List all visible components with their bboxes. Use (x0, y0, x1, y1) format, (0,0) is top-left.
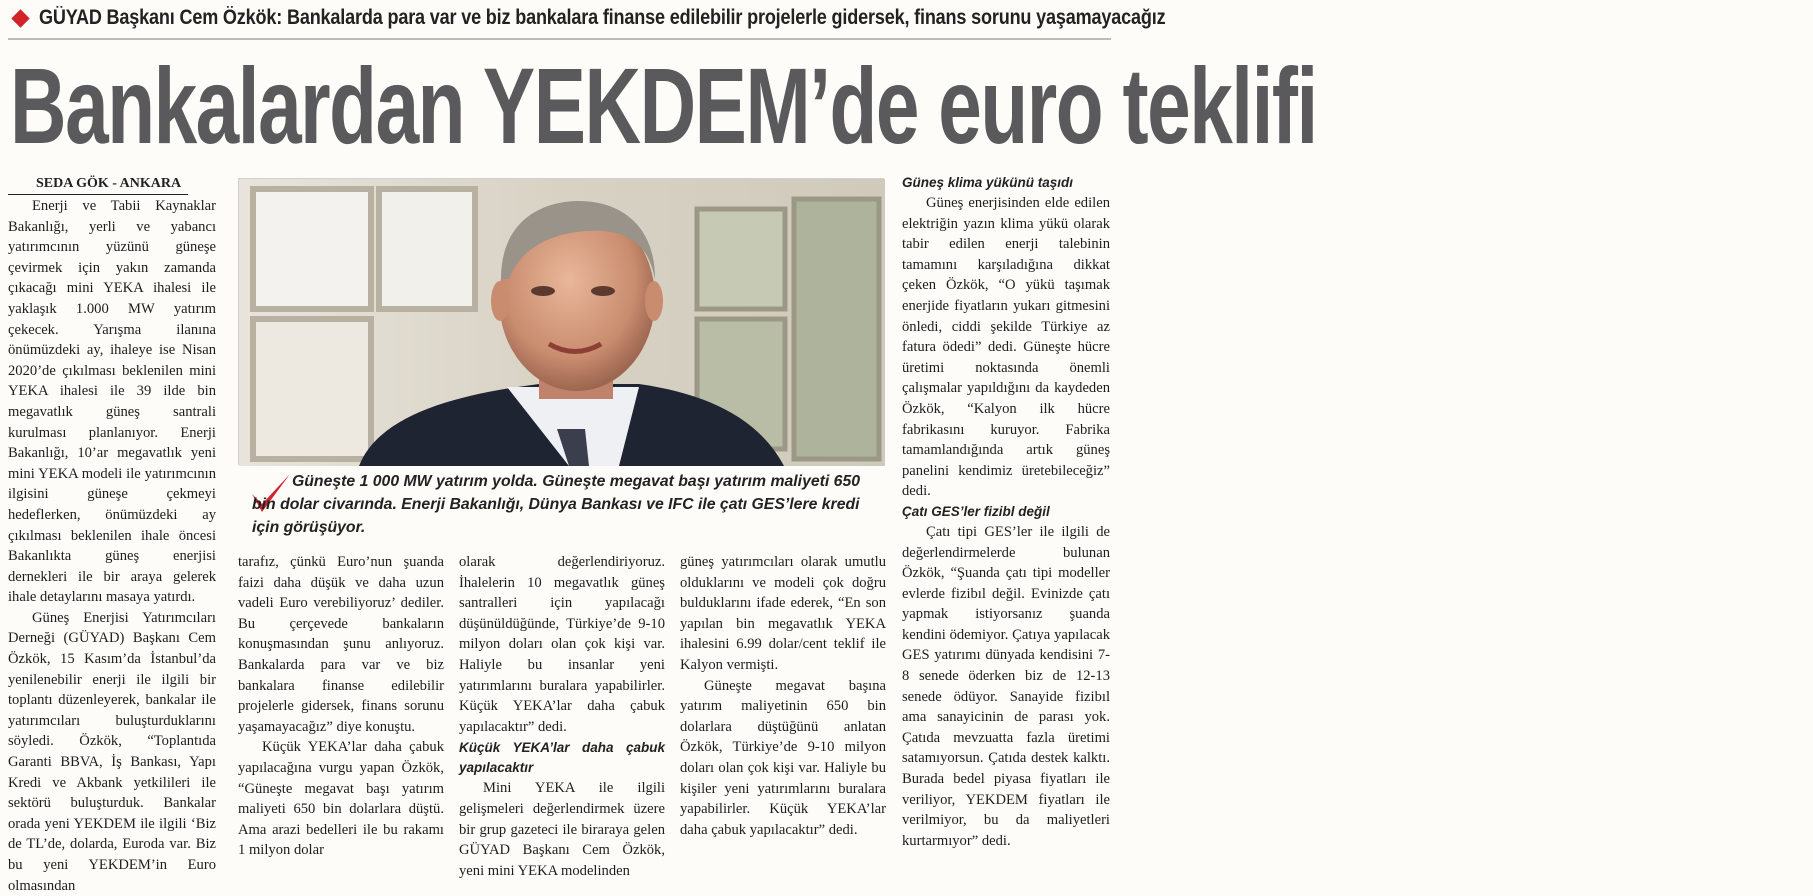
article-column-5 (902, 173, 1110, 851)
caption-text: Güneşte 1 000 MW yatırım yolda. Güneşte megavat başı yatırım maliyeti 650 bin dolar civarında. Enerji Bakanlığı, Dünya Bankası ve IFC ile çatı GES’lere kredi için görüşüyor. (252, 473, 861, 536)
byline: SEDA GÖK - ANKARA (8, 175, 188, 195)
kicker (8, 4, 1349, 32)
paragraph: Küçük YEKA’lar daha çabuk yapılacağına vurgu yapan Özkök, “Güneşte megavat başı yatırım maliyeti 650 bin dolarlara düştü. Ama arazi bedelleri ile bu rakamı 1 milyon dolar (238, 739, 444, 859)
paragraph: Çatı tipi GES’ler ile ilgili de değerlendirmelerde bulunan Özkök, “Şuanda çatı tipi modeller evlerde fizibıl değil. Evinizde çatı yapmak istiyorsanız şuanda kendini ödemiyor. Çatıya yapılacak GES yatırımı dünyada kendisini 7-8 senede öderken biz de 12-13 senede ödüyor. Sanayide fizibıl ama sanayicinin de parası yok. Çatıda mevzuatta fazla üretimi satamıyorsun. Çatıda destek kalktı. Burada bedel piyasa fiyatları ile veriliyor, YEKDEM fiyatları ile verilmiyor, bu da maliyetleri kurtarmıyor” dedi. (902, 523, 1110, 849)
kicker-diamond-icon (11, 9, 29, 27)
subheading: Çatı GES’ler fizibl değil (902, 503, 1050, 519)
article-column-1 (8, 196, 216, 896)
subheading: Küçük YEKA’lar daha çabuk yapılacaktır (459, 740, 665, 776)
paragraph: Enerji ve Tabii Kaynaklar Bakanlığı, yerli ve yabancı yatırımcının yüzünü güneşe çevirmek için yakın zamanda çıkacağı mini YEKA ihalesi ile yaklaşık 1.000 MW yatırım çekecek. Yarışma ilanına önümüzdeki ay, ihaleye ise Nisan 2020’de çıkılması beklenilen mini YEKA ihalesi ile 39 ilde bin megavatlık güneş santrali kurulması planlanıyor. Enerji Bakanlığı, 10’ar megavatlık yeni mini YEKA modeli ile yatırımcının ilgisini güneşe çekmeyi hedeflerken, önümüzdeki ay çıkılması beklenilen ihale öncesi Bakanlıkta güneş enerjisi dernekleri ile bir araya gelerek ihale detaylarını masaya yatırdı. (8, 198, 216, 606)
headline-text: Bankalardan YEKDEM’de euro teklifi (10, 44, 1317, 166)
paragraph: Güneşte megavat başına yatırım maliyetinin 650 bin dolarlara düştüğünü anlatan Özkök, Türkiye’de 9-10 milyon doları olan çok kişi var. Haliyle bu kişiler yeni yatırımlarını buralara yapabilirler. Küçük YEKA’lar daha çabuk yapılacaktır” dedi. (680, 677, 886, 838)
article-column-3 (459, 552, 665, 881)
subheading: Güneş klima yükünü taşıdı (902, 175, 1074, 190)
paragraph: Güneş enerjisinden elde edilen elektriğin yazın klima yükü olarak tabir edilen enerji talebinin tamamını karşıladığına dikkat çeken Özkök, “O yükü taşımak enerjide fiyatların yukarı gitmesini önledi, ciddi şekilde Türkiye az fatura ödedi” dedi. Güneşte hücre üretimi noktasında önemli çalışmalar yapıldığını da kaydeden Özkök, “Kalyon ilk hücre fabrikasını kuruyor. Fabrika tamamlandığında artık güneş panelini kendimiz üretebileceğiz” dedi. (902, 195, 1110, 500)
paragraph: güneş yatırımcıları olarak umutlu olduklarını ve modeli çok doğru bulduklarını ifade ederek, “En son yapılan bin megavatlık YEKA ihalesini 6.99 dolar/cent teklif ile Kalyon vermişti. (680, 554, 886, 673)
paragraph: tarafız, çünkü Euro’nun şuanda faizi daha düşük ve daha uzun vadeli Euro verebiliyoruz’ dediler. Bu çerçevede bankaların konuşmasından şunu anlıyoruz. Bankalarda para var ve biz bankalara finanse edilebilir projelerle gidersek, finans sorunu yaşamayacağız” diye konuştu. (238, 554, 444, 735)
portrait-illustration (239, 179, 885, 466)
photo-caption (238, 466, 884, 546)
article-column-4 (680, 552, 886, 840)
paragraph: Mini YEKA ile ilgili gelişmeleri değerlendirmek üzere bir grup gazeteci ile biraraya gelen GÜYAD Başkanı Cem Özkök, yeni mini YEKA modelinden (459, 780, 665, 879)
paragraph: olarak değerlendiriyoruz. İhalelerin 10 megavatlık güneş santralleri için yapılacağı düşünüldüğünde, Türkiye’de 9-10 milyon doları olan çok kişi var. Haliyle bu insanlar yeni yatırımlarını buralara yapabilirler. Küçük YEKA’lar daha çabuk yapılacaktır” dedi. (459, 554, 665, 735)
headline (10, 40, 1813, 170)
kicker-text: GÜYAD Başkanı Cem Özkök: Bankalarda para var ve biz bankalara finanse edilebilir projelerle gidersek, finans sorunu yaşamayacağız (39, 6, 1166, 29)
portrait-photo (238, 178, 884, 465)
paragraph: Güneş Enerjisi Yatırımcıları Derneği (GÜYAD) Başkanı Cem Özkök, 15 Kasım’da İstanbul’da yenilenebilir enerji ile ilgili bir toplantı düzenleyerek, bankalar ile yatırımcıları buluşturduklarını söyledi. Özkök, “Toplantıda Garanti BBVA, İş Bankası, Yapı Kredi ve Akbank yetkilileri ile sektörü buluşturduk. Bankalar orada yeni YEKDEM ile ilgili ‘Biz de TL’de, dolarda, Euroda var. Biz bu yeni YEKDEM’in Euro olmasından (8, 609, 216, 894)
article-column-2 (238, 552, 444, 861)
